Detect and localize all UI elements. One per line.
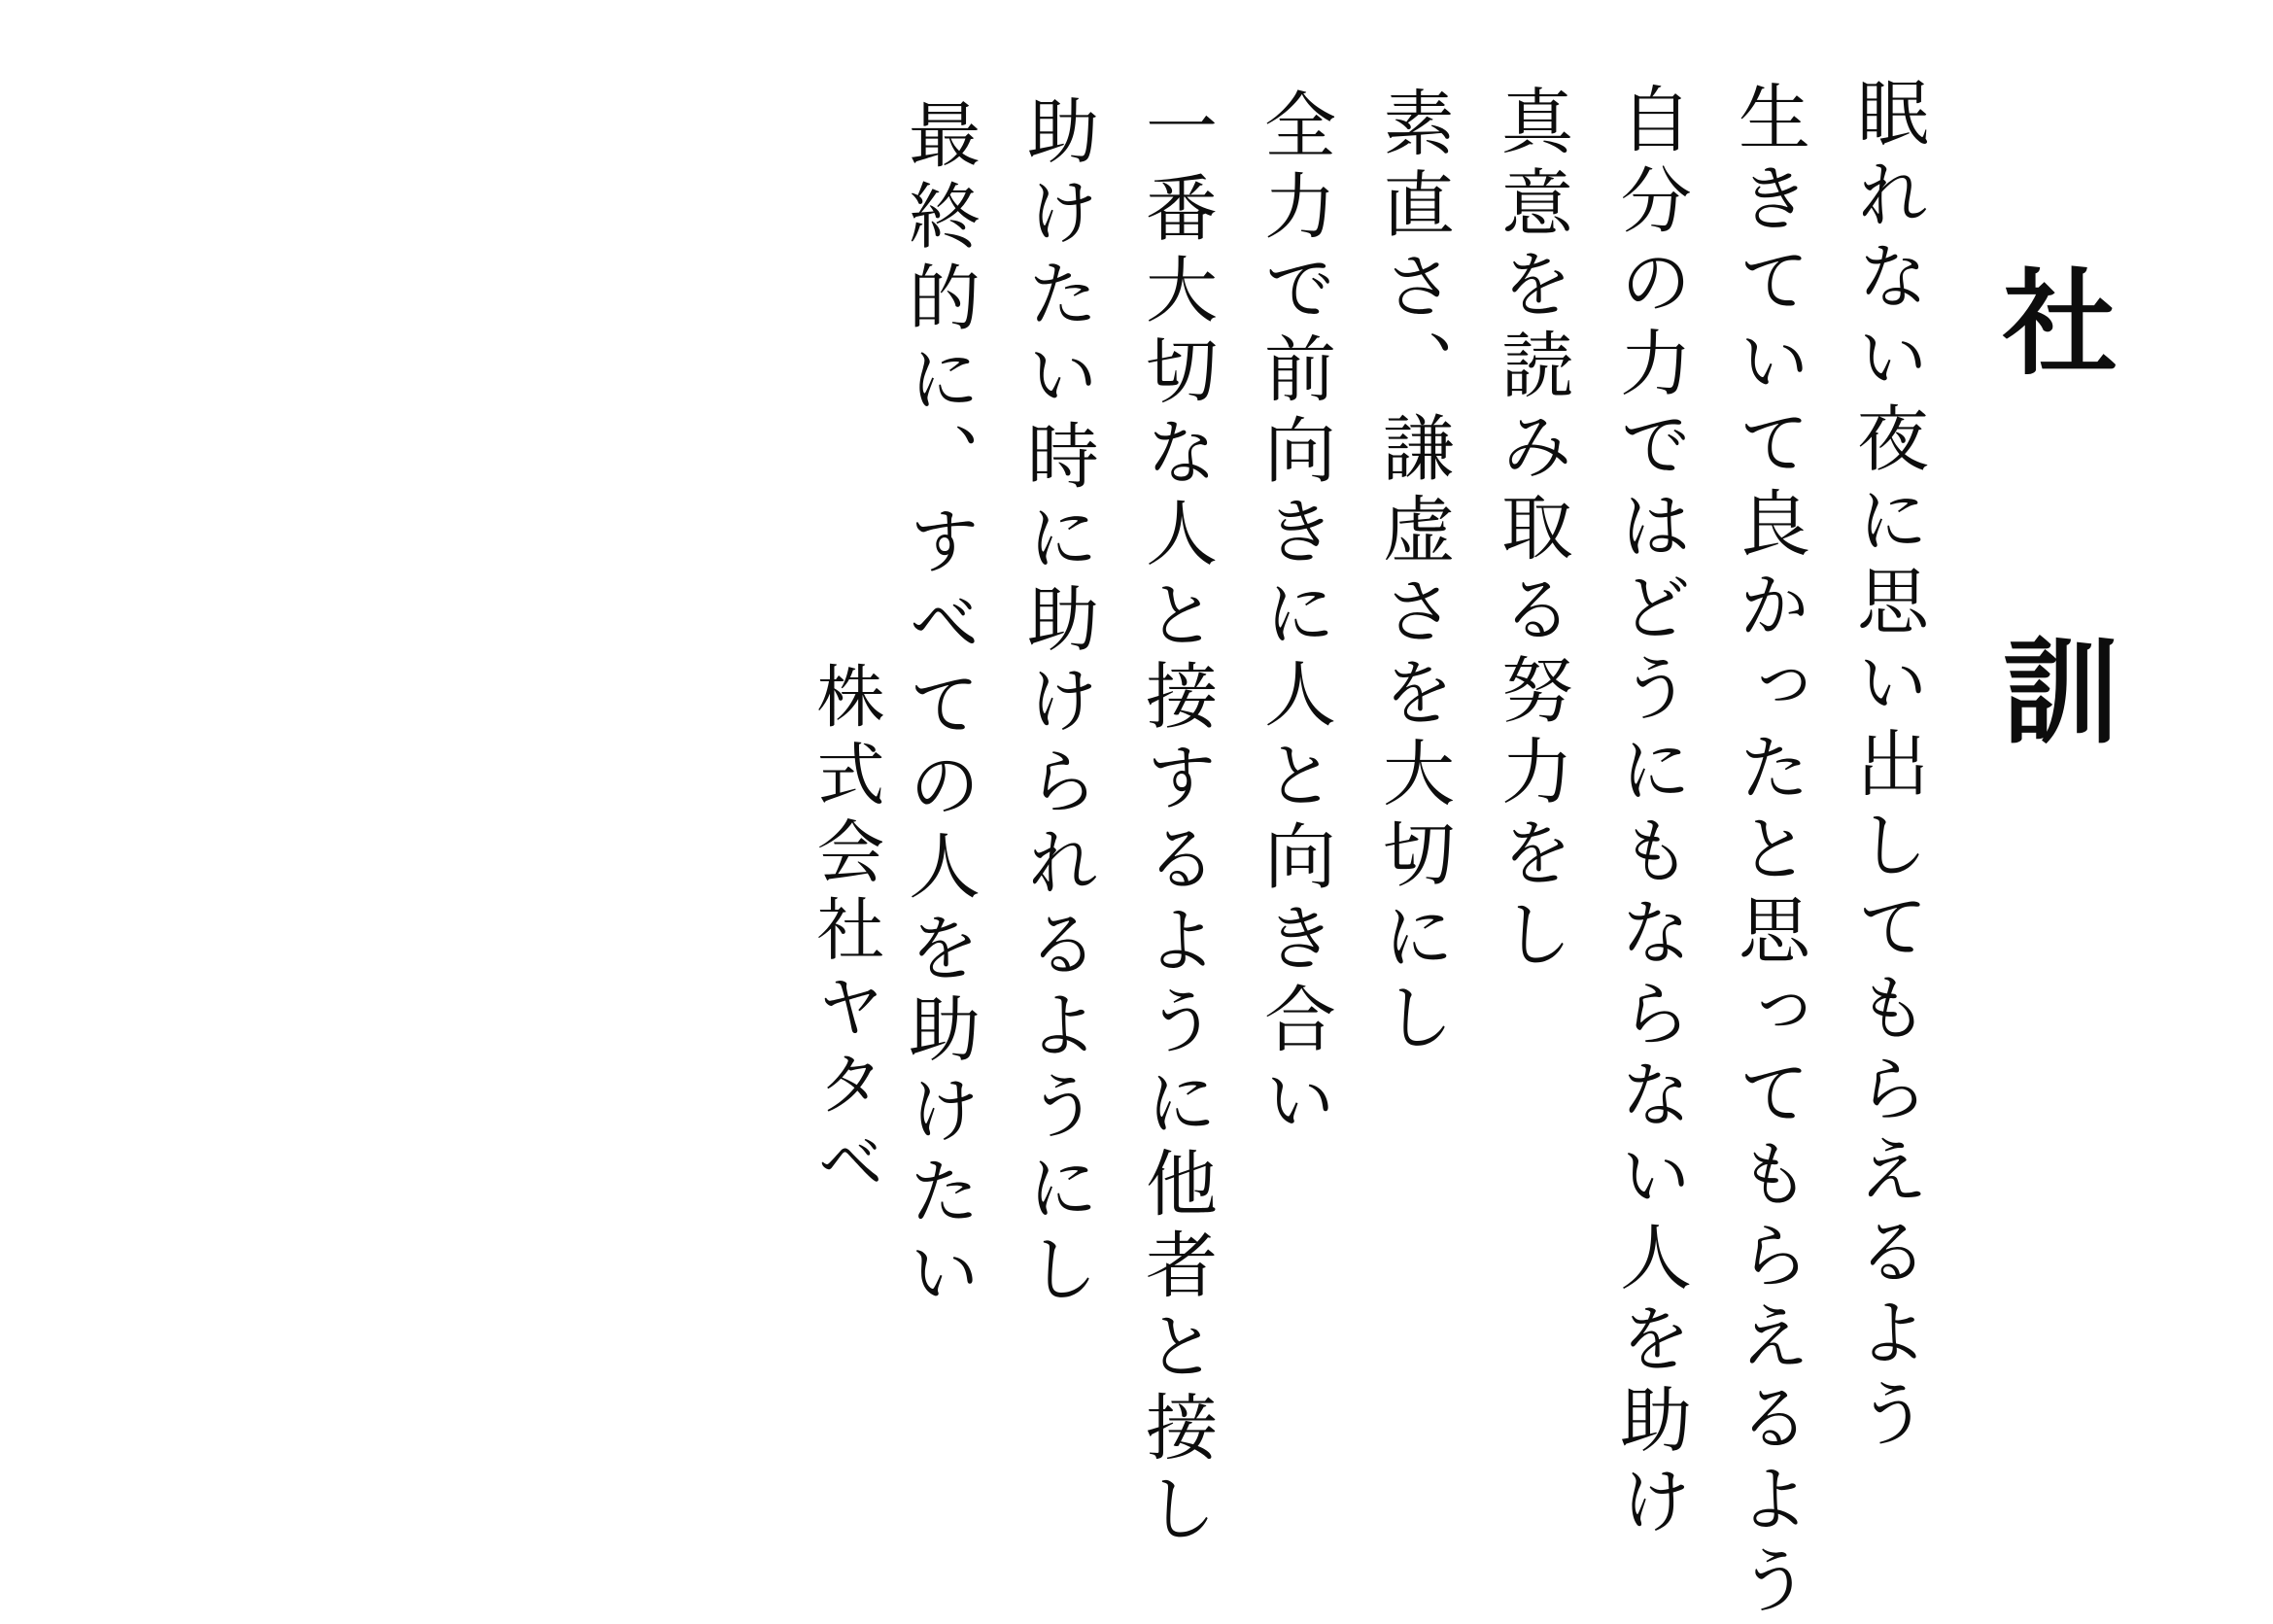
precept-line-4: 真意を読み取る努力をし xyxy=(1490,84,1573,978)
precept-line-2: 生きていて良かったと思ってもらえるよう xyxy=(1727,80,1810,1624)
precept-line-9: 最終的に、すべての人を助けたい xyxy=(897,97,981,1317)
precept-line-7: 一番大切な人と接するように他者と接し xyxy=(1134,89,1218,1553)
company-signature: 株式会社ヤタベ xyxy=(806,661,885,1204)
precept-line-1: 眠れない夜に思い出してもらえるよう xyxy=(1845,76,1929,1458)
vertical-columns xyxy=(58,39,2215,1624)
precept-line-6: 全力で前向きに人と向き合い xyxy=(1253,87,1336,1145)
precept-line-8: 助けたい時に助けられるようにし xyxy=(1016,93,1099,1313)
precept-line-5: 素直さ、謙虚さを大切にし xyxy=(1371,86,1455,1061)
precept-line-3: 自分の力ではどうにもならない人を助け xyxy=(1608,82,1692,1545)
page-title: 社 訓 xyxy=(1983,262,2118,807)
